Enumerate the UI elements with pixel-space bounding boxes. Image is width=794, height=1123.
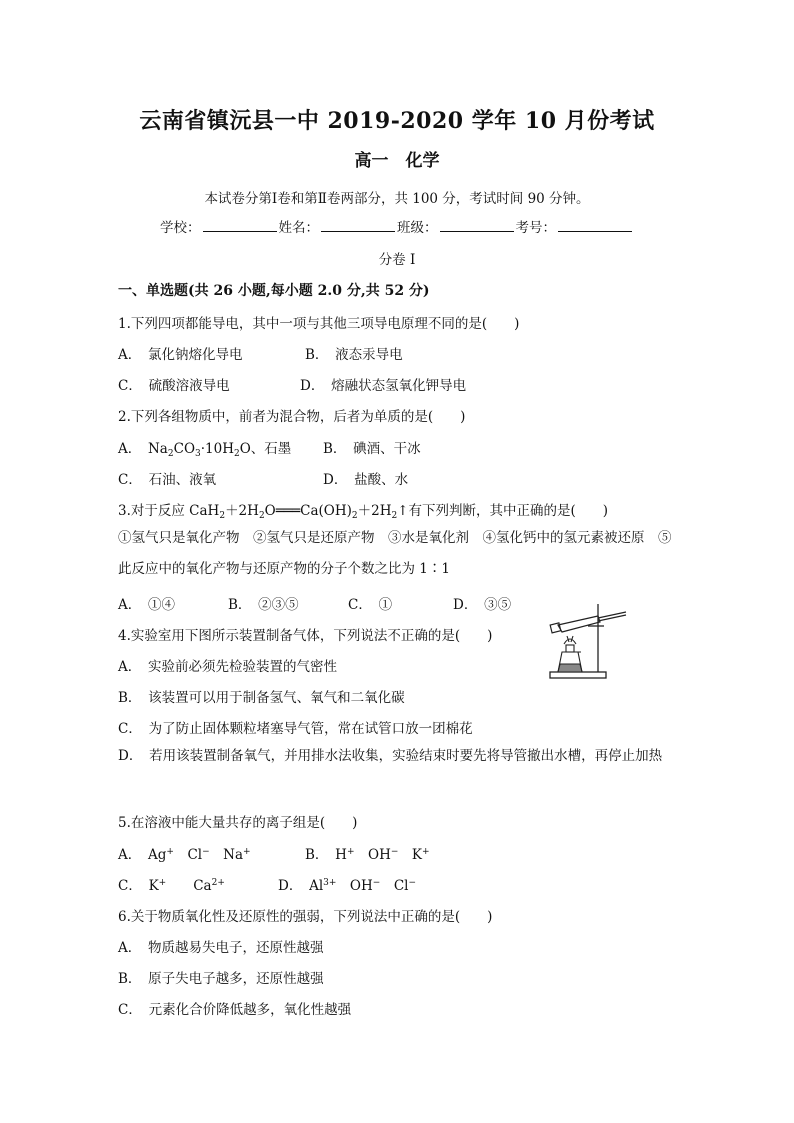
q1-option-c[interactable]: C． 硫酸溶液导电 (118, 378, 230, 394)
q4-option-a[interactable]: A． 实验前必须先检验装置的气密性 (118, 659, 337, 675)
exam-no-label: 考号： (515, 220, 556, 236)
exam-title: 云南省镇沅县一中 2019-2020 学年 10 月份考试 (139, 108, 655, 134)
q2-stem: 2.下列各组物质中，前者为混合物，后者为单质的是( ) (118, 409, 466, 425)
q5-d-cl: Cl (393, 878, 409, 894)
q3-stem-mid2: O═══Ca(OH) (264, 503, 352, 519)
section-title: 一、单选题(共 26 小题,每小题 2.0 分,共 52 分) (118, 283, 430, 299)
q3-sub-3: 2 (351, 511, 358, 521)
q2-a-co: CO (173, 441, 196, 457)
q2-a-sub-2: 2 (167, 449, 174, 459)
q2-a-rest: O、石墨 (239, 441, 292, 457)
exam-subtitle: 高一 化学 (354, 151, 440, 171)
exam-no-blank[interactable] (558, 218, 632, 232)
q1-option-b[interactable]: B． 液态汞导电 (305, 347, 403, 363)
q3-stem-mid3: ＋2H (357, 503, 392, 519)
q4-option-c[interactable]: C． 为了防止固体颗粒堵塞导气管，常在试管口放一团棉花 (118, 721, 473, 737)
q5-a-na: Na (223, 847, 244, 863)
q3-option-d[interactable]: D． ③⑤ (453, 597, 512, 613)
q1-option-a[interactable]: A． 氯化钠熔化导电 (118, 347, 243, 363)
school-blank[interactable] (203, 218, 277, 232)
q5-d-oh: OH (349, 878, 373, 894)
name-blank[interactable] (321, 218, 395, 232)
q1-options-row1 (118, 343, 403, 363)
q5-d-al: D． Al (278, 878, 324, 894)
q3-stem-mid1: ＋2H (225, 503, 259, 519)
q3-options-row (118, 593, 511, 613)
q5-option-a[interactable] (118, 843, 305, 863)
q5-option-d[interactable] (278, 874, 416, 894)
q5-b-oh: OH (368, 847, 391, 863)
q2-option-b[interactable]: B． 碘酒、干冰 (323, 441, 421, 457)
student-info-row (0, 216, 794, 236)
q1-option-d[interactable]: D． 熔融状态氢氧化钾导电 (300, 378, 467, 394)
q5-a-ag: A． Ag (118, 847, 167, 863)
q5-d-sup-oh: − (372, 878, 381, 888)
q5-a-cl: Cl (187, 847, 203, 863)
q5-a-sup-ag: + (166, 847, 174, 857)
q5-stem: 5.在溶液中能大量共存的离子组是( ) (118, 815, 358, 831)
q3-sub-4: 2 (391, 511, 398, 521)
exam-intro: 本试卷分第Ⅰ卷和第Ⅱ卷两部分，共 100 分，考试时间 90 分钟。 (204, 191, 590, 207)
name-label: 姓名： (278, 220, 319, 236)
q3-sub-2: 2 (258, 511, 265, 521)
q5-d-sup-cl: − (408, 878, 417, 888)
q5-option-c[interactable] (118, 874, 278, 894)
alcohol-lamp-icon (558, 636, 582, 672)
q2-option-c[interactable]: C． 石油、液氧 (118, 472, 217, 488)
test-tube-icon (550, 612, 626, 633)
q5-c-sup-ca: 2+ (211, 878, 225, 888)
q5-d-sup-al: 3+ (323, 878, 337, 888)
q2-a-water: ·10H (200, 441, 234, 457)
q2-options-row2 (118, 468, 408, 488)
q3-option-b[interactable]: B． ②③⑤ (228, 597, 299, 613)
q3-statements: ①氢气只是氧化产物 ②氢气只是还原产物 ③水是氧化剂 ④氢化钙中的氢元素被还原 ⑤此反应中的氧化产物与还原产物的分子个数之比为 1∶1 (118, 530, 672, 577)
q5-c-k: C． K (118, 878, 159, 894)
volume-label: 分卷 I (378, 252, 416, 268)
school-label: 学校： (160, 220, 201, 236)
q3-option-c[interactable]: C． ① (348, 597, 393, 613)
q2-a-na: A． Na (118, 441, 168, 457)
q6-stem: 6.关于物质氧化性及还原性的强弱，下列说法中正确的是( ) (118, 909, 493, 925)
q5-b-sup-oh: − (390, 847, 399, 857)
q5-b-sup-h: + (346, 847, 355, 857)
q2-options-row1 (118, 437, 421, 459)
q3-stem-post: ↑有下列判断，其中正确的是( ) (397, 503, 609, 519)
class-label: 班级： (397, 220, 438, 236)
q5-b-h: B． H (305, 847, 347, 863)
q5-option-b[interactable] (305, 843, 430, 863)
q5-a-sup-cl: − (202, 847, 210, 857)
class-blank[interactable] (440, 218, 514, 232)
q5-options-row1 (118, 843, 430, 863)
q5-c-sup-k: + (158, 878, 167, 888)
q6-option-c[interactable]: C． 元素化合价降低越多，氧化性越强 (118, 1002, 352, 1018)
q2-a-sub-2b: 2 (234, 449, 240, 459)
q5-b-sup-k: + (421, 847, 430, 857)
q6-option-b[interactable]: B． 原子失电子越多，还原性越强 (118, 971, 324, 987)
q5-b-k: K (411, 847, 422, 863)
q4-option-d[interactable]: D． 若用该装置制备氧气，并用排水法收集，实验结束时要先将导管撤出水槽，再停止加热 (118, 748, 663, 764)
q4-option-b[interactable]: B． 该装置可以用于制备氢气、氧气和二氧化碳 (118, 690, 405, 706)
q3-stem (118, 499, 608, 521)
q3-sub-1: 2 (219, 511, 226, 521)
q2-option-d[interactable]: D． 盐酸、水 (323, 472, 409, 488)
gas-apparatus-figure (548, 598, 634, 680)
q1-stem: 1.下列四项都能导电，其中一项与其他三项导电原理不同的是( ) (118, 316, 520, 332)
q5-options-row2 (118, 874, 416, 894)
q4-stem: 4.实验室用下图所示装置制备气体，下列说法不正确的是( ) (118, 628, 493, 644)
q3-option-a[interactable]: A． ①④ (118, 597, 175, 613)
q2-option-a[interactable] (118, 437, 323, 459)
q5-a-sup-na: + (243, 847, 251, 857)
q2-a-sub-3: 3 (195, 449, 201, 459)
q6-option-a[interactable]: A． 物质越易失电子，还原性越强 (118, 940, 324, 956)
q3-stem-pre: 3.对于反应 CaH (118, 503, 220, 519)
q1-options-row2 (118, 374, 466, 394)
q5-c-ca: Ca (193, 878, 212, 894)
